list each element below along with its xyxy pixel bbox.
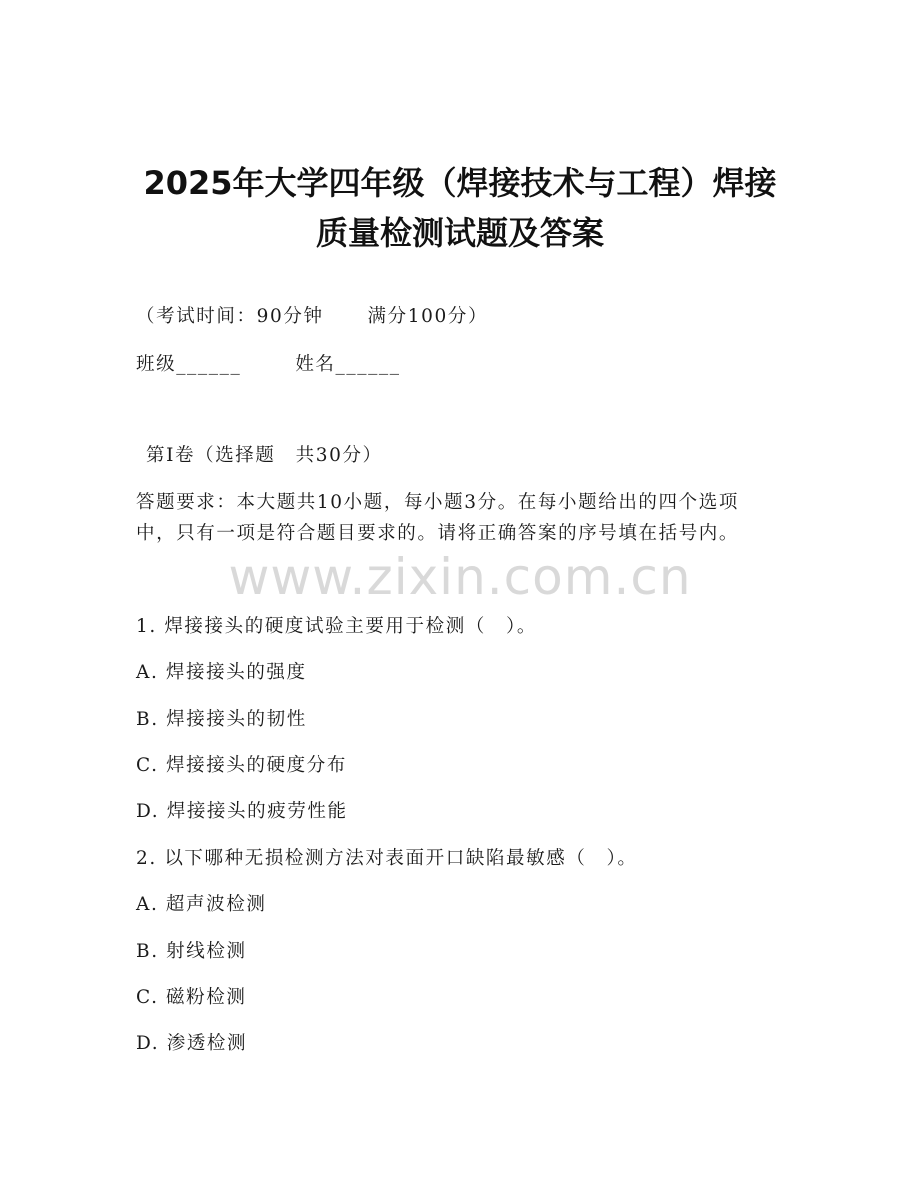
full-score: 满分100分） [367,306,489,327]
class-field: 班级______ [136,354,242,375]
question-1-stem: 1. 焊接接头的硬度试验主要用于检测（ ）。 [136,616,537,637]
watermark: www.zixin.com.cn [228,548,692,606]
question-2-option-d: D. 渗透检测 [136,1033,248,1054]
exam-info-line [136,302,488,328]
document-title-line-2: 质量检测试题及答案 [315,214,604,252]
question-1-option-b: B. 焊接接头的韧性 [136,709,307,730]
question-1-option-d: D. 焊接接头的疲劳性能 [136,801,348,822]
question-1-option-c: C. 焊接接头的硬度分布 [136,755,347,776]
name-field: 姓名______ [295,354,401,375]
question-2-option-c: C. 磁粉检测 [136,987,247,1008]
question-2-option-a: A. 超声波检测 [136,894,267,915]
question-1-option-a: A. 焊接接头的强度 [136,662,307,683]
student-info-line [136,350,401,376]
question-2-stem: 2. 以下哪种无损检测方法对表面开口缺陷最敏感（ ）。 [136,848,638,869]
question-2-option-b: B. 射线检测 [136,941,247,962]
exam-time: （考试时间：90分钟 [136,306,324,327]
document-title-line-1: 2025年大学四年级（焊接技术与工程）焊接 [143,164,777,202]
section-heading: 第Ⅰ卷（选择题 共30分） [146,445,383,466]
instructions-line-2: 中，只有一项是符合题目要求的。请将正确答案的序号填在括号内。 [136,523,740,544]
instructions-line-1: 答题要求：本大题共10小题，每小题3分。在每小题给出的四个选项 [136,492,739,513]
